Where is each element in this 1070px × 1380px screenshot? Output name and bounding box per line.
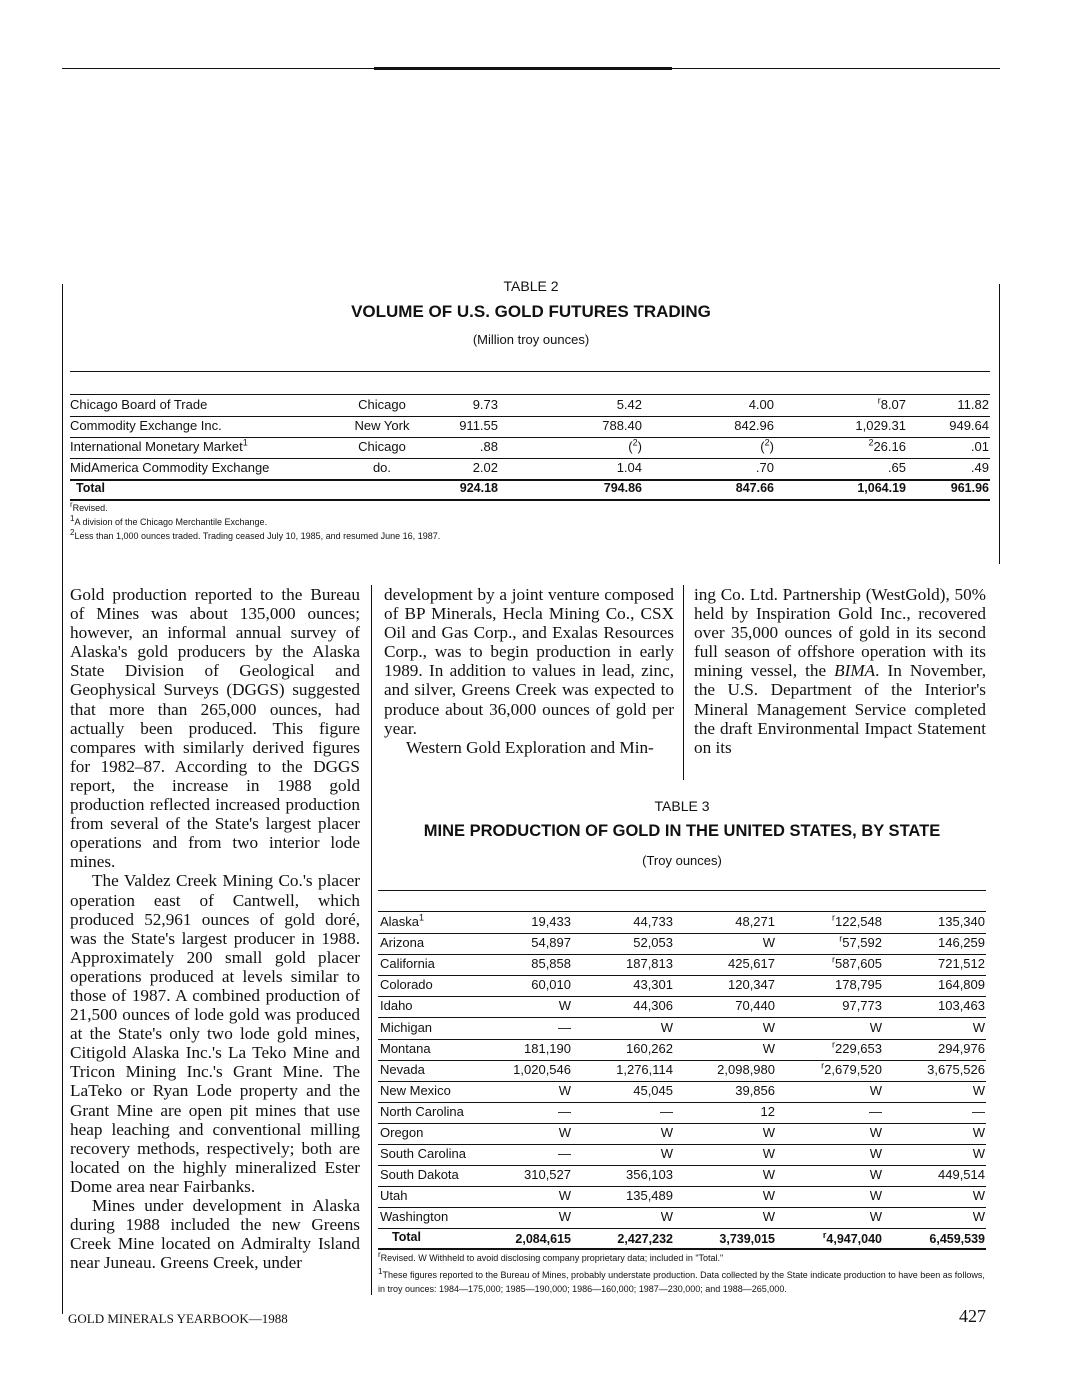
table3-row-rule — [378, 1228, 986, 1229]
table3-row-rule — [378, 1186, 986, 1187]
table3-cell-value: $^r$122,548 — [832, 912, 882, 929]
table3-cell-value: 3,675,526 — [927, 1061, 985, 1077]
table3-cell-value: 103,463 — [938, 998, 985, 1014]
table3-cell-value: W — [660, 1146, 673, 1162]
table2-cell-value: 842.96 — [734, 418, 774, 433]
table3-label: TABLE 3 — [654, 798, 710, 814]
header-rule-thick — [374, 67, 672, 70]
paragraph: development by a joint venture composed of BP Minerals, Hecla Mining Co., CSX Oil and Gas Corp., and Exalas Resources Corp., was to begin production in early 1989. In addition to values in lead, zinc, and silver, Greens Creek was expected to produce about 36,000 ounces of gold per year. — [384, 585, 674, 738]
table3-cell-value: W — [762, 1167, 775, 1183]
table3-cell-value: 721,512 — [938, 956, 985, 972]
table3-cell-state — [380, 998, 413, 1013]
paragraph: Mines under development in Alaska during 1988 included the new Greens Creek Mine located on Admiralty Island near Juneau. Greens Creek, under — [70, 1196, 360, 1273]
table2-cell-value: 11.82 — [957, 397, 989, 412]
table3-cell-value: 45,045 — [633, 1082, 673, 1098]
column-divider — [371, 585, 372, 1295]
table2-cell-value: .01 — [970, 439, 989, 454]
table2-exchange-name: MidAmerica Commodity Exchange — [70, 460, 270, 475]
table3-state-name: Arizona — [380, 935, 425, 951]
table3-cell-value: W — [972, 1082, 985, 1098]
table3-state-name: Colorado — [380, 977, 433, 993]
table3-cell-state — [380, 1104, 464, 1119]
page-number: 427 — [959, 1306, 986, 1326]
table2-total-label: Total — [76, 481, 105, 495]
table3-cell-state — [380, 1083, 451, 1098]
table2-cell-value: 1.04 — [616, 460, 642, 475]
table2-cell-value: $^2$26.16 — [868, 437, 906, 454]
table3-cell-value: W — [869, 1146, 882, 1162]
table3-cell-value: W — [762, 1125, 775, 1140]
footnote-marker: 1 — [419, 912, 425, 923]
paragraph-text: . In November, the U.S. Department of the Interior's Mineral Management Service completed the draft Environmental Impact Statement on its — [694, 661, 986, 757]
table2-bottom-rule — [70, 499, 990, 501]
table3-row-rule — [378, 975, 986, 976]
paragraph: Gold production reported to the Bureau of Mines was about 135,000 ounces; however, an informal annual survey of Alaska's gold producers by the Alaska State Division of Geological and Geophysical Surveys (DGGS) suggested that more than 265,000 ounces, had actually been produced. This figure compares with similarly derived figures for 1982–87. According to the DGGS report, the increase in 1988 gold production reflected increased production from several of the State's largest placer operations and from two interior lode mines. — [70, 585, 360, 872]
table3-cell-value: 425,617 — [728, 956, 775, 972]
table3-cell-value: 1,276,114 — [616, 1061, 673, 1077]
table3-header-rule — [378, 911, 986, 912]
table3-cell-value: 85,858 — [531, 956, 571, 972]
table3-cell-value: 60,010 — [531, 977, 571, 993]
table3-cell-value: W — [660, 1209, 673, 1225]
footnote-marker: 1 — [242, 437, 248, 448]
table3-state-name: California — [380, 956, 435, 972]
table3-cell-value: 356,103 — [626, 1167, 673, 1183]
table3-cell-value: W — [762, 1146, 775, 1162]
table3-cell-value: W — [869, 1125, 882, 1140]
table3-cell-value: W — [762, 1188, 775, 1204]
table3-cell-value: 135,489 — [626, 1188, 673, 1204]
table3-cell-value: W — [660, 1125, 673, 1140]
table2-row-rule — [70, 416, 990, 417]
table3-cell-value: 294,976 — [938, 1040, 985, 1056]
table2-cell-value: 9.73 — [472, 397, 498, 412]
table2-footnote: $^1$A division of the Chicago Merchantile Exchange. — [70, 514, 268, 527]
table3-cell-value: W — [558, 998, 571, 1014]
table2-cell-location: do. — [372, 460, 392, 475]
table2-cell-value: .65 — [887, 460, 906, 475]
table2-box-left — [62, 284, 63, 1314]
table3-cell-value: 44,306 — [633, 998, 673, 1014]
table3-cell-value: 44,733 — [633, 914, 673, 929]
table3-cell-state — [380, 935, 424, 950]
table3-cell-value: W — [972, 1125, 985, 1140]
table3-cell-state — [380, 1062, 425, 1077]
table3-cell-value: W — [762, 935, 775, 951]
table3-cell-value: 146,259 — [938, 935, 985, 951]
table2-cell-value: .49 — [970, 460, 989, 475]
table3-state-name: Oregon — [380, 1125, 424, 1140]
table3-row-rule — [378, 933, 986, 934]
table2-cell-value: $^r$8.07 — [877, 395, 906, 412]
table3-subtitle: (Troy ounces) — [642, 853, 722, 868]
body-column-2 — [384, 585, 674, 757]
table3-state-name: North Carolina — [380, 1103, 464, 1119]
table3-cell-value: W — [972, 1188, 985, 1204]
table3-cell-value: $^r$229,653 — [832, 1039, 882, 1056]
table2-cell-exchange — [70, 460, 269, 475]
table2-cell-exchange — [70, 439, 248, 454]
table3-total-value: 6,459,539 — [929, 1232, 985, 1246]
table2-title: VOLUME OF U.S. GOLD FUTURES TRADING — [351, 302, 711, 321]
table3-state-name: South Carolina — [380, 1146, 466, 1162]
table2-cell-location: New York — [354, 418, 410, 433]
table3-cell-state — [380, 1209, 448, 1224]
table3-cell-value: — — [660, 1103, 673, 1119]
table3-cell-value: W — [558, 1209, 571, 1225]
table2-cell-exchange — [70, 397, 207, 412]
table2-footnote: $^r$Revised. — [70, 500, 108, 513]
table3-cell-value: W — [869, 1209, 882, 1225]
table3-cell-value: W — [869, 1019, 882, 1035]
table3-top-rule — [378, 890, 986, 891]
table3-row-rule — [378, 1165, 986, 1166]
table3-cell-value: 449,514 — [938, 1167, 985, 1183]
paragraph-text: ing Co. Ltd. Partnership (WestGold), 50% held by Inspiration Gold Inc., recovered over 35,000 ounces of gold in its second full season of offshore operation with its mining vessel, the — [694, 585, 986, 681]
table3-cell-value: W — [558, 1082, 571, 1098]
table3-cell-state — [380, 914, 424, 929]
table3-cell-value: W — [869, 1082, 882, 1098]
table3-cell-value: — — [558, 1103, 571, 1119]
table3-cell-value: 12 — [760, 1103, 775, 1119]
table2-top-rule — [70, 371, 990, 372]
table3-cell-state — [380, 1188, 407, 1203]
table3-cell-value: 178,795 — [835, 977, 882, 993]
table2-exchange-name: International Monetary Market — [70, 439, 243, 454]
table3-total-label: Total — [392, 1230, 421, 1244]
table3-cell-value: — — [869, 1103, 882, 1119]
table3-cell-value: $^r$587,605 — [832, 954, 882, 972]
table3-cell-value: 181,190 — [524, 1040, 571, 1056]
table3-state-name: New Mexico — [380, 1082, 451, 1098]
table2-total-value: 1,064.19 — [857, 481, 906, 495]
table2-row-rule — [70, 437, 990, 438]
column-divider — [683, 585, 684, 780]
table2-row-rule — [70, 458, 990, 459]
table2-cell-location: Chicago — [358, 439, 406, 454]
table3-row-rule — [378, 954, 986, 955]
table3-row-rule — [378, 1102, 986, 1103]
table3-cell-value: 1,020,546 — [513, 1061, 571, 1077]
table2-total-value: 961.96 — [950, 481, 989, 495]
table3-cell-value: $^r$57,592 — [839, 933, 882, 951]
table2-cell-exchange — [70, 418, 222, 433]
body-column-3 — [694, 585, 986, 757]
table3-row-rule — [378, 1207, 986, 1208]
table2-cell-value: 1,029.31 — [855, 418, 906, 433]
table3-cell-state — [380, 956, 435, 971]
table3-cell-value: W — [558, 1125, 571, 1140]
table3-total-value: 2,084,615 — [515, 1232, 571, 1246]
table2-exchange-name: Commodity Exchange Inc. — [70, 418, 222, 433]
paragraph: Western Gold Exploration and Min- — [406, 737, 654, 757]
table3-row-rule — [378, 996, 986, 997]
table3-cell-value: 135,340 — [938, 914, 985, 929]
table3-row-rule — [378, 1017, 986, 1018]
footer-title: GOLD MINERALS YEARBOOK—1988 — [68, 1311, 288, 1326]
table2-cell-value: 2.02 — [472, 460, 498, 475]
table3-footnote: $^1$These figures reported to the Bureau of Mines, probably understate production. Data collected by the State indicate production to have been as follows, in troy ounces: 1984—175,000; 1985—190,000; 1986—160,000; 1987—230,000; and 1988—265,000. — [378, 1267, 985, 1294]
table3-cell-value: W — [869, 1167, 882, 1183]
table2-total-value: 794.86 — [603, 481, 642, 495]
table3-state-name: Montana — [380, 1040, 431, 1056]
table3-state-name: Washington — [380, 1209, 449, 1225]
table3-state-name: South Dakota — [380, 1167, 459, 1183]
table3-cell-value: $^r$2,679,520 — [821, 1060, 882, 1077]
table3-cell-value: 2,098,980 — [717, 1061, 775, 1077]
table3-state-name: Michigan — [380, 1019, 433, 1035]
table3-cell-value: — — [558, 1146, 571, 1162]
table3-cell-value: — — [972, 1103, 985, 1119]
table2-cell-value: 911.55 — [459, 418, 498, 433]
table3-cell-value: 48,271 — [735, 914, 775, 929]
table3-cell-value: W — [558, 1188, 571, 1204]
body-column-1 — [70, 585, 360, 1272]
table3-cell-value: 187,813 — [626, 956, 673, 972]
table3-cell-value: W — [762, 1040, 775, 1056]
table3-cell-value: 160,262 — [626, 1040, 673, 1056]
table2-cell-value: 4.00 — [748, 397, 774, 412]
table3-bottom-rule — [378, 1248, 986, 1250]
table2-cell-value: .70 — [755, 460, 774, 475]
table2-subtitle: (Million troy ounces) — [472, 332, 590, 347]
table3-cell-value: W — [762, 1019, 775, 1035]
table3-cell-value: 70,440 — [735, 998, 775, 1014]
table3-state-name: Idaho — [380, 998, 413, 1014]
table2-box-right — [999, 284, 1000, 564]
table3-row-rule — [378, 1123, 986, 1124]
table3-cell-value: W — [869, 1188, 882, 1204]
table3-cell-value: W — [972, 1209, 985, 1225]
table3-cell-value: 52,053 — [633, 935, 673, 951]
table2-cell-value: 788.40 — [602, 418, 642, 433]
table2-cell-value: ($^2$) — [628, 437, 642, 454]
table3-state-name: Nevada — [380, 1061, 425, 1077]
table3-total-value: $^r$4,947,040 — [822, 1229, 882, 1246]
table3-cell-value: W — [972, 1019, 985, 1035]
table3-cell-value: — — [558, 1019, 571, 1035]
table3-total-value: 2,427,232 — [617, 1232, 673, 1246]
table3-cell-state — [380, 1020, 432, 1035]
table2-cell-value: 5.42 — [616, 397, 642, 412]
table3-title: MINE PRODUCTION OF GOLD IN THE UNITED STATES, BY STATE — [423, 822, 941, 840]
table3-footnote: $^r$Revised. W Withheld to avoid disclosing company proprietary data; included in "Total." — [378, 1250, 724, 1263]
table2-label: TABLE 2 — [503, 278, 559, 294]
paragraph: The Valdez Creek Mining Co.'s placer operation east of Cantwell, which produced 52,961 ounces of gold doré, was the State's largest producer in 1988. Approximately 200 small gold placer operations produced at levels similar to those of 1987. A combined production of 21,500 ounces of lode gold was produced at the State's only two lode gold mines, Citigold Alaska Inc.'s La Teko Mine and Tricon Mining Inc.'s Grant Mine. The LaTeko or Ryan Lode property and the Grant Mine are open pit mines that use heap leaching and conventional milling recovery methods, respectively; both are located on the highly mineralized Ester Dome area near Fairbanks. — [70, 871, 360, 1196]
table3-cell-state — [380, 1146, 466, 1161]
table2-exchange-name: Chicago Board of Trade — [70, 397, 208, 412]
table3-cell-value: 54,897 — [531, 935, 571, 951]
table3-cell-value: 19,433 — [531, 914, 571, 929]
table3-state-name: Alaska — [380, 914, 420, 929]
table3-cell-value: 97,773 — [842, 998, 882, 1014]
table2-cell-location: Chicago — [358, 397, 406, 412]
table3-cell-state — [380, 1041, 431, 1056]
table3-cell-state — [380, 977, 433, 992]
table2-cell-value: ($^2$) — [760, 437, 774, 454]
table3-total-value: 3,739,015 — [719, 1232, 775, 1246]
vessel-name: BIMA — [834, 661, 876, 681]
table3-cell-value: W — [972, 1146, 985, 1162]
table2-total-value: 924.18 — [459, 481, 498, 495]
table2-total-value: 847.66 — [735, 481, 774, 495]
table2-header-rule — [70, 394, 990, 395]
table3-cell-value: 164,809 — [938, 977, 985, 993]
table2-cell-value: 949.64 — [949, 418, 989, 433]
table3-cell-value: 39,856 — [735, 1082, 775, 1098]
table3-cell-value: W — [660, 1019, 673, 1035]
table3-row-rule — [378, 1144, 986, 1145]
table3-cell-state — [380, 1125, 423, 1140]
table3-cell-value: 120,347 — [728, 977, 775, 993]
table3-cell-value: 310,527 — [524, 1167, 571, 1183]
table3-cell-state — [380, 1167, 459, 1182]
table3-cell-value: W — [762, 1209, 775, 1225]
table3-cell-value: 43,301 — [633, 977, 673, 993]
table2-cell-value: .88 — [479, 439, 498, 454]
table2-footnote: $^2$Less than 1,000 ounces traded. Trading ceased July 10, 1985, and resumed June 16, 1987. — [70, 528, 441, 541]
table3-state-name: Utah — [380, 1188, 408, 1204]
